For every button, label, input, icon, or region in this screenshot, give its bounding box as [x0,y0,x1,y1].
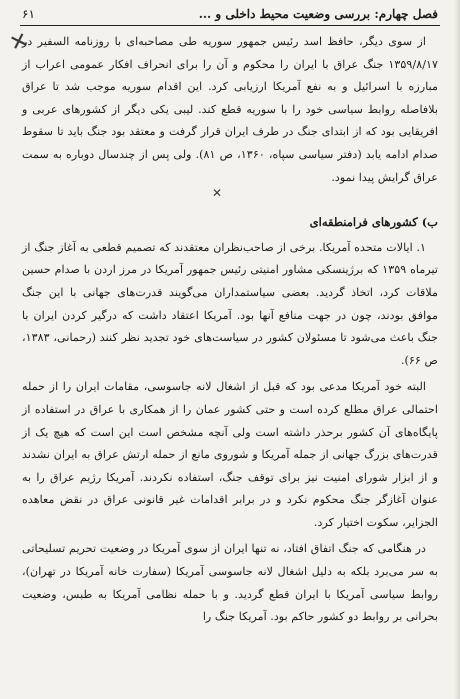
section-heading: ب) کشورهای فرامنطقه‌ای [309,215,438,230]
chapter-title: فصل چهارم: بررسی وضعیت محیط داخلی و ... [198,7,438,21]
inline-mark: ✕ [212,186,223,200]
running-header [22,4,438,24]
paragraph-2: ۱. ایالات متحده آمریکا. برخی از صاحب‌نظران معتقدند که تصمیم قطعی به آغاز جنگ از تیرماه ۱۳۵۹ که برژینسکی مشاور امنیتی رئیس جمهور آمریکا در مرز اردن با صدام حسین ملاقات کرد، اتخاذ گردید. بعضی سیاستمداران می‌گویند قدرت‌های جهانی با این جنگ موافق بودند، چون در جهت منافع آنها بود. آمریکا اعتقاد داشت که درگیر کردن ایران با جنگ باعث می‌شود تا مسئولان کشور در سیاست‌های خود تجدید نظر کنند (رحمانی، ۱۳۸۳، ص ۶۶). [22,240,438,367]
margin-mark: ✕ [6,27,32,58]
header-rule [20,25,440,26]
paragraph-1: از سوی دیگر، حافظ اسد رئیس جمهور سوریه طی مصاحبه‌ای با روزنامه السفیر در ۱۳۵۹/۸/۱۷ جنگ عراق با ایران را محکوم و آن را برای انحراف افکار عمومی اعراب از مبارزه با اسرائیل و به نفع آمریکا ارزیابی کرد. این اقدام سوریه موجب شد تا عراق بلافاصله روابط سیاسی خود را با سوریه قطع کند. لیبی یکی دیگر از کشورهای عربی و افریقایی بود که از ابتدای جنگ در طرف ایران قرار گرفت و معتقد بود جنگ باید تا سقوط صدام ادامه یابد (دفتر سیاسی سپاه، ۱۳۶۰، ص ۸۱). ولی پس از چندسال دوباره به سمت عراق گرایش پیدا نمود. [22,35,438,184]
scan-edge-shadow [454,0,460,699]
paragraph-3: البته خود آمریکا مدعی بود که قبل از اشغال لانه جاسوسی، مقامات ایران را از حمله احتمالی عراق مطلع کرده است و حتی کشور عمان را از همکاری با عراق در استفاده از پایگاه‌های آن کشور برحذر داشته است ولی آنچه مشخص است این است که هیچ یک از قدرت‌های بزرگ جهانی از جمله آمریکا و شوروی مانع از حمله ارتش عراق به ایران نشدند و از ابزار شورای امنیت نیز برای توقف جنگ، استفاده نکردند. آمریکا رژیم عراق را به عنوان آغازگر جنگ محکوم نکرد و در برابر اقدامات غیر قانونی عراق در نقض معاهده الجزایر، سکوت اختیار کرد. [22,380,438,529]
paragraph-4: در هنگامی که جنگ اتفاق افتاد، نه تنها ایران از سوی آمریکا در وضعیت تحریم تسلیحاتی به سر می‌برد بلکه به دلیل اشغال لانه جاسوسی آمریکا (سفارت خانه آمریکا در تهران)، روابط سیاسی آمریکا با ایران قطع گردید. و با حمله نظامی آمریکا به طبس، وضعیت بحرانی بر روابط دو کشور حاکم بود. آمریکا جنگ را [22,542,438,624]
body-text [22,31,438,629]
page-number: ۶۱ [22,7,35,21]
